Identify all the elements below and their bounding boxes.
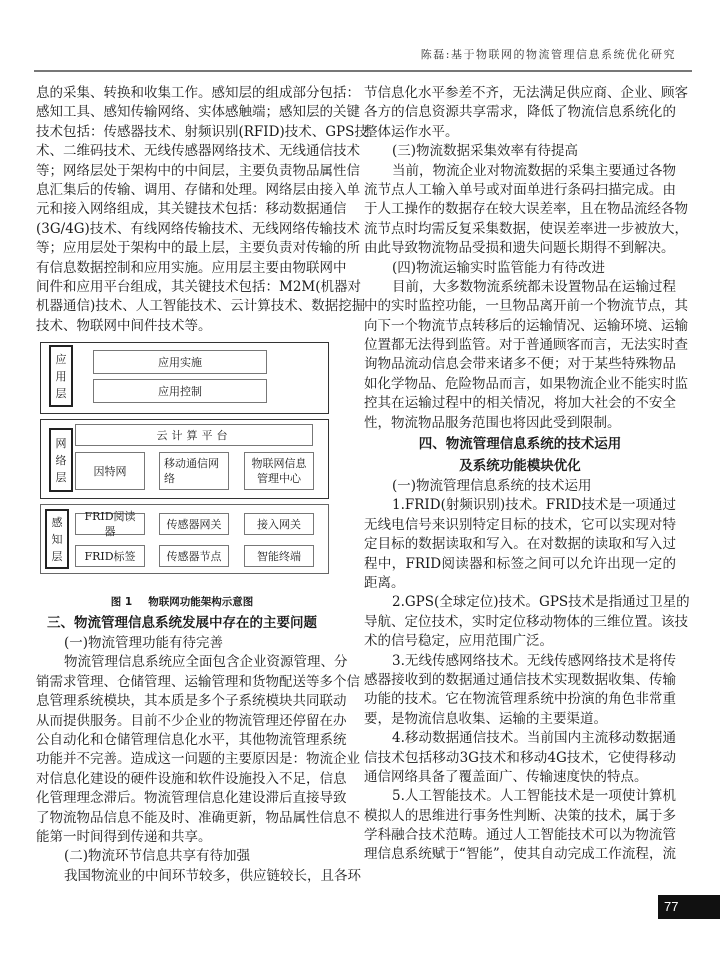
text-line: 5.人工智能技术。人工智能技术是一项使计算机 <box>392 788 676 805</box>
text-line: 我国物流业的中间环节较多，供应链较长，且各环 <box>64 867 361 884</box>
text-line: 整体运作水平。 <box>364 123 459 140</box>
subsection-heading: (一)物流管理功能有待完善 <box>64 635 224 652</box>
text-line: 功能的技术。它在物流管理系统中扮演的角色非常重 <box>364 691 676 708</box>
text-line: 向下一个物流节点转移后的运输情况、运输环境、运输 <box>364 317 688 334</box>
diagram-box: 应用实施 <box>93 350 267 374</box>
text-line: 信技术包括移动3G技术和移动4G技术，它使得移动 <box>364 749 676 766</box>
text-line: 对信息化建设的硬件设施和软件设施投入不足，信息 <box>36 770 347 787</box>
text-line: 感器接收到的数据通过通信技术实现数据收集、传输 <box>364 671 676 688</box>
layer-label-text: 应用层 <box>55 352 67 400</box>
figure-title: 物联网功能架构示意图 <box>148 596 254 609</box>
text-line: 定目标的数据读取和写入。在对数据的读取和写入过 <box>364 536 676 553</box>
text-line: 学科融合技术范畴。通过人工智能技术可以为物流管 <box>364 827 676 844</box>
text-line: 通信网络具备了覆盖面广、传输速度快的特点。 <box>364 768 648 785</box>
text-line: 理信息系统赋于“智能”，使其自动完成工作流程，流 <box>364 846 676 863</box>
text-line: 了物流物品信息不能及时、准确更新，物品属性信息不 <box>36 809 360 826</box>
text-line: 当前，物流企业对物流数据的采集主要通过各物 <box>392 162 676 179</box>
text-line: 感知工具、感知传输网络、实体感触端；感知层的关键 <box>36 104 360 121</box>
diagram-box: FRID阅读器 <box>75 513 145 535</box>
text-line: 息汇集后的传输、调用、存储和处理。网络层由接入单 <box>36 181 360 198</box>
right-text <box>364 84 690 865</box>
text-line: 等；应用层处于架构中的最上层，主要负责对传输的所 <box>36 240 360 257</box>
text-line: 性，物流物品服务范围也将因此受到限制。 <box>364 414 621 431</box>
layer-label-text: 网络层 <box>55 436 67 484</box>
text-line: 于人工操作的数据存在较大误差率，且在物品流经各物 <box>364 201 688 218</box>
left-bottom-text <box>36 612 361 886</box>
layer-label <box>45 509 69 569</box>
text-line: 技术包括：传感器技术、射频识别(RFID)技术、GPS技 <box>36 123 368 140</box>
page-number: 77 <box>658 895 720 919</box>
subsection-heading: (一)物流管理信息系统的技术运用 <box>392 478 592 495</box>
network-layer <box>40 419 329 499</box>
text-line: 流节点人工输入单号或对面单进行条码扫描完成。由 <box>364 181 676 198</box>
text-line: 术、二维码技术、无线传感器网络技术、无线通信技术 <box>36 143 360 160</box>
diagram-box: 传感器节点 <box>159 545 229 567</box>
text-line: 公自动化和仓储管理信息化水平，其他物流管理系统 <box>36 732 347 749</box>
text-line: 程中，FRID阅读器和标签之间可以允许出现一定的 <box>364 555 676 572</box>
diagram-box: 接入网关 <box>244 513 314 535</box>
text-line: 等；网络层处于架构中的中间层，主要负责物品属性信 <box>36 162 360 179</box>
text-line: 如化学物品、危险物品而言，如果物流企业不能实时监 <box>364 375 688 392</box>
diagram-box: 云计算平台 <box>75 424 313 446</box>
section-heading: 及系统功能模块优化 <box>459 458 581 475</box>
text-line: 无线电信号来识别特定目标的技术，它可以实现对特 <box>364 516 676 533</box>
left-column <box>36 84 368 886</box>
layer-label <box>49 345 73 407</box>
text-line: 由此导致物流物品受损和遗失问题长期得不到解决。 <box>364 240 675 257</box>
subsection-heading: (二)物流环节信息共享有待加强 <box>64 848 251 865</box>
diagram-box: 应用控制 <box>93 379 267 403</box>
text-line: 功能并不完善。造成这一问题的主要原因是：物流企业 <box>36 751 360 768</box>
text-line: 元和接入网络组成，其关键技术包括：移动数据通信 <box>36 201 347 218</box>
diagram-box: FRID标签 <box>75 545 145 567</box>
right-column <box>364 84 690 865</box>
text-line: 距离。 <box>364 574 405 591</box>
header-rule <box>34 70 692 72</box>
diagram-box: 因特网 <box>75 452 145 490</box>
text-line: 能第一时间得到传递和共享。 <box>36 828 212 845</box>
text-line: 位置都无法得到监管。对于普通顾客而言，无法实时查 <box>364 337 688 354</box>
diagram-box: 智能终端 <box>244 545 314 567</box>
text-line: 间件和应用平台组成，其关键技术包括：M2M(机器对 <box>36 278 362 295</box>
text-line: 导航、定位技术，实时定位移动物体的三维位置。该技 <box>364 613 688 630</box>
text-line: (3G/4G)技术、有线网络传输技术、无线网络传输技术 <box>36 220 360 237</box>
running-title: 陈磊:基于物联网的物流管理信息系统优化研究 <box>420 48 676 61</box>
text-line: 模拟人的思维进行事务性判断、决策的技术，属于多 <box>364 807 676 824</box>
text-line: 息的采集、转换和收集工作。感知层的组成部分包括： <box>36 85 360 101</box>
left-top-text <box>36 84 368 336</box>
application-layer <box>40 342 329 414</box>
diagram-box: 传感器网关 <box>159 513 229 535</box>
text-line: 化管理理念滞后。物流管理信息化建设滞后直接导致 <box>36 790 347 807</box>
text-line: 息管理系统模块，其本质是多个子系统模块共同联动 <box>36 693 347 710</box>
layer-label <box>49 428 73 492</box>
text-line: 节信息化水平参差不齐，无法满足供应商、企业、顾客 <box>364 85 688 101</box>
text-line: 控其在运输过程中的相关情况，将加大社会的不安全 <box>364 395 676 412</box>
text-line: 有信息数据控制和应用实施。应用层主要由物联网中 <box>36 259 347 276</box>
diagram-box: 物联网信息管理中心 <box>244 452 314 490</box>
figure-number: 图 1 <box>110 596 133 609</box>
subsection-heading: (三)物流数据采集效率有待提高 <box>392 143 579 160</box>
text-line: 各方的信息资源共享需求，降低了物流信息系统化的 <box>364 104 676 121</box>
text-line: 目前，大多数物流系统都未设置物品在运输过程 <box>392 278 676 295</box>
text-line: 要，是物流信息收集、运输的主要渠道。 <box>364 710 607 727</box>
text-line: 中的实时监控功能，一旦物品离开前一个物流节点，其 <box>364 298 688 315</box>
section-heading: 四、物流管理信息系统的技术运用 <box>418 436 622 453</box>
figure-caption <box>36 594 328 612</box>
text-line: 流节点时均需反复采集数据，使误差率进一步被放大， <box>364 220 688 237</box>
text-line: 物流管理信息系统应全面包含企业资源管理、分 <box>64 654 348 671</box>
text-line: 2.GPS(全球定位)技术。GPS技术是指通过卫星的 <box>392 594 690 611</box>
section-heading: 三、物流管理信息系统发展中存在的主要问题 <box>47 615 317 632</box>
text-line: 从而提供服务。目前不少企业的物流管理还停留在办 <box>36 712 347 729</box>
text-line: 术的信号稳定，应用范围广泛。 <box>364 633 553 650</box>
text-line: 销需求管理、仓储管理、运输管理和货物配送等多个信 <box>36 673 360 690</box>
perception-layer <box>40 504 329 574</box>
text-line: 技术、物联网中间件技术等。 <box>36 317 212 334</box>
iot-architecture-figure <box>36 342 328 592</box>
subsection-heading: (四)物流运输实时监管能力有待改进 <box>392 259 606 276</box>
layer-label-text: 感知层 <box>51 515 63 563</box>
diagram-box: 移动通信网络 <box>159 452 229 490</box>
text-line: 3.无线传感网络技术。无线传感网络技术是将传 <box>392 652 676 669</box>
text-line: 机器通信)技术、人工智能技术、云计算技术、数据挖掘 <box>36 298 366 315</box>
text-line: 询物品流动信息会带来诸多不便；对于某些特殊物品 <box>364 356 676 373</box>
text-line: 4.移动数据通信技术。当前国内主流移动数据通 <box>392 730 676 747</box>
text-line: 1.FRID(射频识别)技术。FRID技术是一项通过 <box>392 497 676 514</box>
